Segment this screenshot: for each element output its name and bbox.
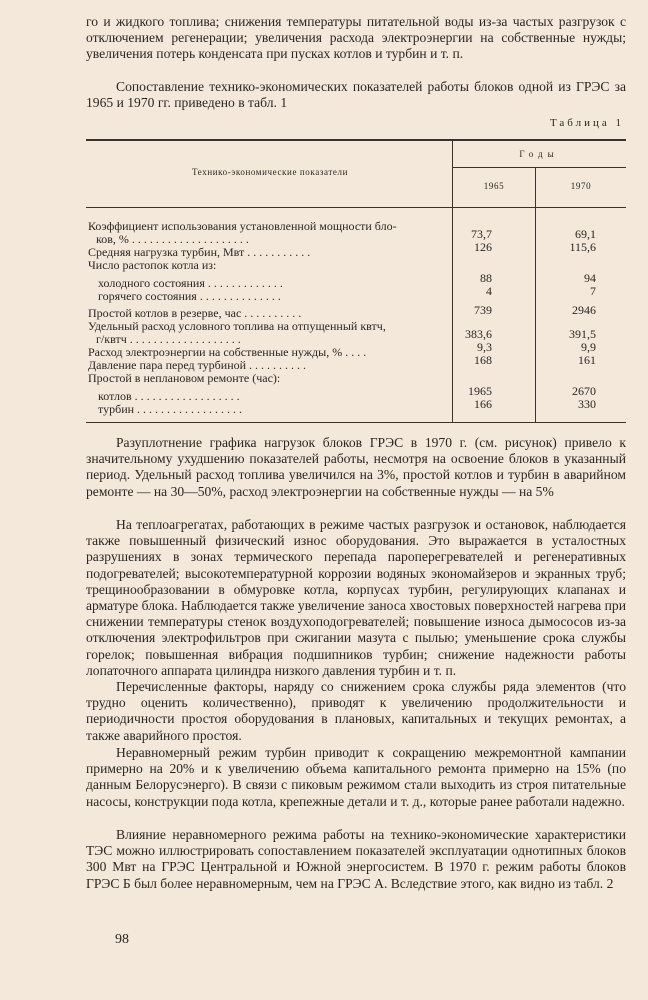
table-cell-1970: 115,6 (569, 240, 596, 254)
table-header-1970: 1970 (570, 181, 592, 191)
table-bottom-rule (86, 422, 626, 423)
table-row-label: Число растопок котла из: (88, 258, 217, 272)
table-cell-1970: 330 (578, 397, 596, 411)
table-cell-1965: 166 (474, 397, 492, 411)
table-header-1965: 1965 (483, 181, 505, 191)
table-cell-1965: 9,3 (477, 340, 492, 354)
paragraph-2: На теплоагрегатах, работающих в режиме частых разгрузок и остановок, наблюдается также повышенный физический износ оборудования. Это выражается в усталостных разрушениях в зонах термического перепада пароперегревателей и регенеративных подогревателей; высокотемпературной коррозии водяных экономайзеров и экранных труб; трещинообразовании в обмуровке котла, корпусах турбин, регулирующих клапанах и арматуре блока. Наблюдается также увеличение заноса хвостовых поверхностей нагрева при снижении температуры стенок воздухоподогревателей; повышение износа дымососов из-за отключения электрофильтров при сжигании мазута с пылью; уменьшение срока службы горелок; повышенная вибрация подшипников турбин; снижение надежности работы лопаточного аппарата цилиндра низкого давления турбин и т. п. (86, 517, 626, 678)
table-row-label: Давление пара перед турбиной . . . . . . . . . . (88, 358, 307, 372)
table-cell-1970: 9,9 (581, 340, 596, 354)
paragraph-3: Перечисленные факторы, наряду со снижением срока службы ряда элементов (что трудно оценить количественно), приводят к увеличению продолжительности и периодичности простоя оборудования в плановых, капитальных и текущих ремонтах, а также аварийного простоя. (86, 679, 626, 743)
table-cell-1970: 391,5 (569, 327, 596, 341)
table-row-label: Удельный расход условного топлива на отпущенный квтч, (88, 319, 386, 333)
table-cell-1965: 383,6 (465, 327, 492, 341)
table-row-label: ков, % . . . . . . . . . . . . . . . . . . . . (96, 232, 249, 246)
table-row-label: горячего состояния . . . . . . . . . . . . . . (98, 289, 281, 303)
table-row-label: холодного состояния . . . . . . . . . . . . . (98, 276, 283, 290)
table-cell-1970: 69,1 (575, 227, 596, 241)
table-cell-1970: 161 (578, 353, 596, 367)
page-number: 98 (115, 932, 129, 947)
table-cell-1965: 88 (480, 271, 492, 285)
table-cell-1965: 168 (474, 353, 492, 367)
paragraph-4: Неравномерный режим турбин приводит к сокращению межремонтной кампании примерно на 20% и к увеличению объема капитального ремонта примерно на 15% (по данным Белорусэнерго). В связи с пиковым режимом стали выходить из строя питательные насосы, конструкции пода котла, крепежные детали и т. д., которые ранее работали надежно. (86, 745, 626, 809)
table-cell-1965: 73,7 (471, 227, 492, 241)
table-row-label: Коэффициент использования установленной мощности бло- (88, 219, 397, 233)
table-header-rule (86, 207, 626, 208)
table-row-label: Простой котлов в резерве, час . . . . . . . . . . (88, 306, 302, 320)
table-cell-1970: 94 (584, 271, 596, 285)
table-cell-1965: 4 (486, 284, 492, 298)
table-caption: Таблица 1 (549, 117, 624, 129)
table-years-rule (452, 167, 626, 168)
table-row-label: турбин . . . . . . . . . . . . . . . . . . (98, 402, 243, 416)
table-cell-1965: 739 (474, 303, 492, 317)
table-row-label: Средняя нагрузка турбин, Мвт . . . . . . . . . . . (88, 245, 311, 259)
table-cell-1965: 126 (474, 240, 492, 254)
paragraph-top: го и жидкого топлива; снижения температуры питательной воды из-за частых разгрузок с отключением регенерации; увеличения расхода электроэнергии на собственные нужды; увеличения потерь конденсата при пусках котлов и турбин и т. п. (86, 14, 626, 62)
paragraph-5: Влияние неравномерного режима работы на технико-экономические характеристики ТЭС можно иллюстрировать сопоставлением показателей эксплуатации однотипных блоков 300 Мвт на ГРЭС Центральной и Южной энергосистем. В 1970 г. режим работы блоков ГРЭС Б был более неравномерным, чем на ГРЭС А. Вследствие этого, как видно из табл. 2 (86, 827, 626, 891)
table-cell-1970: 2670 (572, 384, 596, 398)
paragraph-intro: Сопоставление технико-экономических показателей работы блоков одной из ГРЭС за 1965 и 1970 гг. приведено в табл. 1 (86, 79, 626, 111)
table-row-label: г/квтч . . . . . . . . . . . . . . . . . . . (96, 332, 241, 346)
table-header-years: Годы (519, 149, 559, 159)
paragraph-1: Разуплотнение графика нагрузок блоков ГРЭС в 1970 г. (см. рисунок) привело к значительному ухудшению показателей работы, несмотря на освоение блоков в указанный период. Удельный расход топлива увеличился на 3%, простой котлов и турбин в аварийном ремонте — на 30—50%, расход электроэнергии на собственные нужды — на 5% (86, 435, 626, 499)
table-top-rule (86, 139, 626, 141)
table-cell-1970: 2946 (572, 303, 596, 317)
table-cell-1965: 1965 (468, 384, 492, 398)
table-header-indicators: Технико-экономические показатели (192, 167, 348, 177)
table-row-label: Расход электроэнергии на собственные нужды, % . . . . (88, 345, 367, 359)
table-row-label: котлов . . . . . . . . . . . . . . . . . . (98, 389, 240, 403)
table-cell-1970: 7 (590, 284, 596, 298)
table-row-label: Простой в неплановом ремонте (час): (88, 371, 281, 385)
